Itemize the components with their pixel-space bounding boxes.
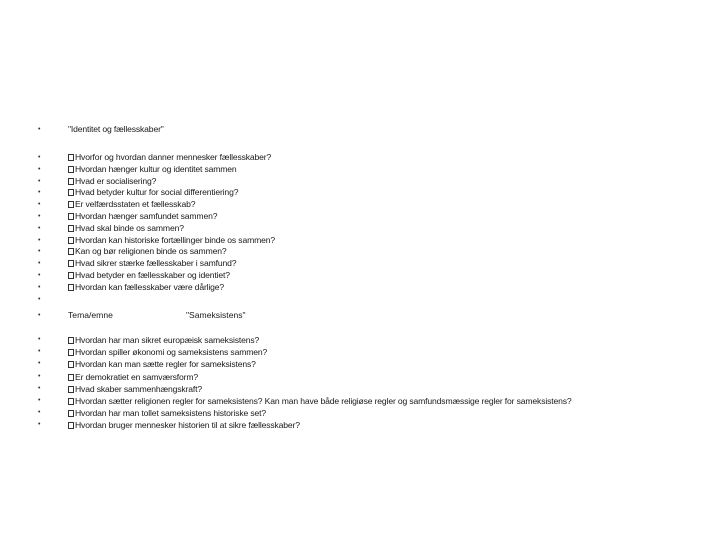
missing-glyph-icon bbox=[68, 237, 74, 244]
bullet: • bbox=[38, 224, 41, 232]
missing-glyph-icon bbox=[68, 166, 74, 173]
list-item bbox=[38, 246, 708, 258]
question-text: Hvad betyder en fællesskaber og identiet? bbox=[75, 269, 230, 280]
section1-question-list bbox=[38, 152, 708, 305]
list-item bbox=[38, 383, 708, 395]
list-item bbox=[38, 258, 708, 270]
section1-heading: "Identitet og fællesskaber" bbox=[68, 124, 164, 134]
missing-glyph-icon bbox=[68, 410, 74, 417]
missing-glyph-icon bbox=[68, 154, 74, 161]
list-item bbox=[38, 235, 708, 247]
question-text: Hvad skal binde os sammen? bbox=[75, 222, 184, 233]
bullet: • bbox=[38, 201, 41, 209]
bullet: • bbox=[38, 336, 41, 343]
bullet: • bbox=[38, 409, 41, 417]
list-item bbox=[38, 407, 708, 419]
list-item bbox=[38, 152, 708, 164]
missing-glyph-icon bbox=[68, 272, 74, 279]
section2-question-list bbox=[38, 334, 708, 432]
bullet: • bbox=[38, 165, 41, 173]
missing-glyph-icon bbox=[68, 189, 74, 196]
bullet: • bbox=[38, 248, 41, 256]
list-item bbox=[38, 358, 708, 370]
list-item bbox=[38, 282, 708, 294]
list-item bbox=[38, 211, 708, 223]
list-item bbox=[38, 187, 708, 199]
missing-glyph-icon bbox=[68, 422, 74, 429]
section2-heading-list bbox=[38, 310, 708, 322]
question-text: Hvordan sætter religionen regler for sameksistens? Kan man have både religiøse regler og samfundsmæssige regler for sameksistens? bbox=[75, 395, 572, 406]
question-text: Hvordan kan historiske fortællinger binde os sammen? bbox=[75, 234, 275, 245]
bullet: • bbox=[38, 312, 41, 319]
missing-glyph-icon bbox=[68, 398, 74, 405]
missing-glyph-icon bbox=[68, 213, 74, 220]
question-text: Hvad sikrer stærke fællesskaber i samfund? bbox=[75, 258, 237, 269]
section1-heading-list bbox=[38, 124, 708, 136]
missing-glyph-icon bbox=[68, 225, 74, 232]
question-text: Kan og bør religionen binde os sammen? bbox=[75, 246, 227, 257]
missing-glyph-icon bbox=[68, 260, 74, 267]
list-item bbox=[38, 176, 708, 188]
list-item bbox=[38, 270, 708, 282]
bullet: • bbox=[38, 126, 41, 133]
bullet: • bbox=[38, 372, 41, 380]
list-item bbox=[38, 419, 708, 431]
missing-glyph-icon bbox=[68, 201, 74, 208]
question-text: Er velfærdsstaten et fællesskab? bbox=[75, 199, 196, 210]
bullet: • bbox=[38, 421, 41, 429]
section2-heading-row bbox=[38, 310, 708, 322]
list-item bbox=[38, 334, 708, 346]
bullet: • bbox=[38, 283, 41, 291]
section2-label: Tema/emne bbox=[68, 310, 113, 320]
list-item bbox=[38, 395, 708, 407]
bullet: • bbox=[38, 189, 41, 197]
missing-glyph-icon bbox=[68, 178, 74, 185]
bullet: • bbox=[38, 177, 41, 185]
missing-glyph-icon bbox=[68, 248, 74, 255]
list-item bbox=[38, 371, 708, 383]
question-text: Hvad betyder kultur for social differentiering? bbox=[75, 187, 239, 198]
bullet: • bbox=[38, 260, 41, 268]
question-text: Hvad er socialisering? bbox=[75, 175, 157, 186]
bullet: • bbox=[38, 236, 41, 244]
list-item bbox=[38, 223, 708, 235]
bullet: • bbox=[38, 271, 41, 279]
missing-glyph-icon bbox=[68, 337, 74, 344]
list-item bbox=[38, 199, 708, 211]
question-text: Hvordan kan man sætte regler for sameksistens? bbox=[75, 359, 256, 370]
question-text: Hvordan har man sikret europæisk sameksistens? bbox=[75, 335, 260, 345]
bullet: • bbox=[38, 396, 41, 404]
question-text: Hvordan kan fællesskaber være dårlige? bbox=[75, 281, 225, 292]
bullet: • bbox=[38, 384, 41, 392]
list-item bbox=[38, 346, 708, 358]
missing-glyph-icon bbox=[68, 386, 74, 393]
question-text: Hvordan hænger samfundet sammen? bbox=[75, 210, 218, 221]
question-text: Hvorfor og hvordan danner mennesker fællesskaber? bbox=[75, 152, 272, 162]
bullet: • bbox=[38, 348, 41, 356]
section1-heading-row bbox=[38, 124, 708, 136]
missing-glyph-icon bbox=[68, 374, 74, 381]
bullet: • bbox=[38, 295, 41, 303]
missing-glyph-icon bbox=[68, 284, 74, 291]
bullet: • bbox=[38, 212, 41, 220]
question-text: Hvordan hænger kultur og identitet sammen bbox=[75, 163, 237, 174]
question-text: Hvordan har man tollet sameksistens historiske set? bbox=[75, 408, 267, 419]
bullet: • bbox=[38, 154, 41, 161]
question-text: Hvordan bruger mennesker historien til at sikre fællesskaber? bbox=[75, 420, 300, 431]
empty-list-item bbox=[38, 294, 708, 306]
question-text: Hvordan spiller økonomi og sameksistens sammen? bbox=[75, 347, 268, 358]
bullet: • bbox=[38, 360, 41, 368]
section2-heading: "Sameksistens" bbox=[186, 310, 246, 320]
question-text: Er demokratiet en samværsform? bbox=[75, 371, 199, 382]
missing-glyph-icon bbox=[68, 349, 74, 356]
missing-glyph-icon bbox=[68, 361, 74, 368]
list-item bbox=[38, 164, 708, 176]
question-text: Hvad skaber sammenhængskraft? bbox=[75, 383, 203, 394]
